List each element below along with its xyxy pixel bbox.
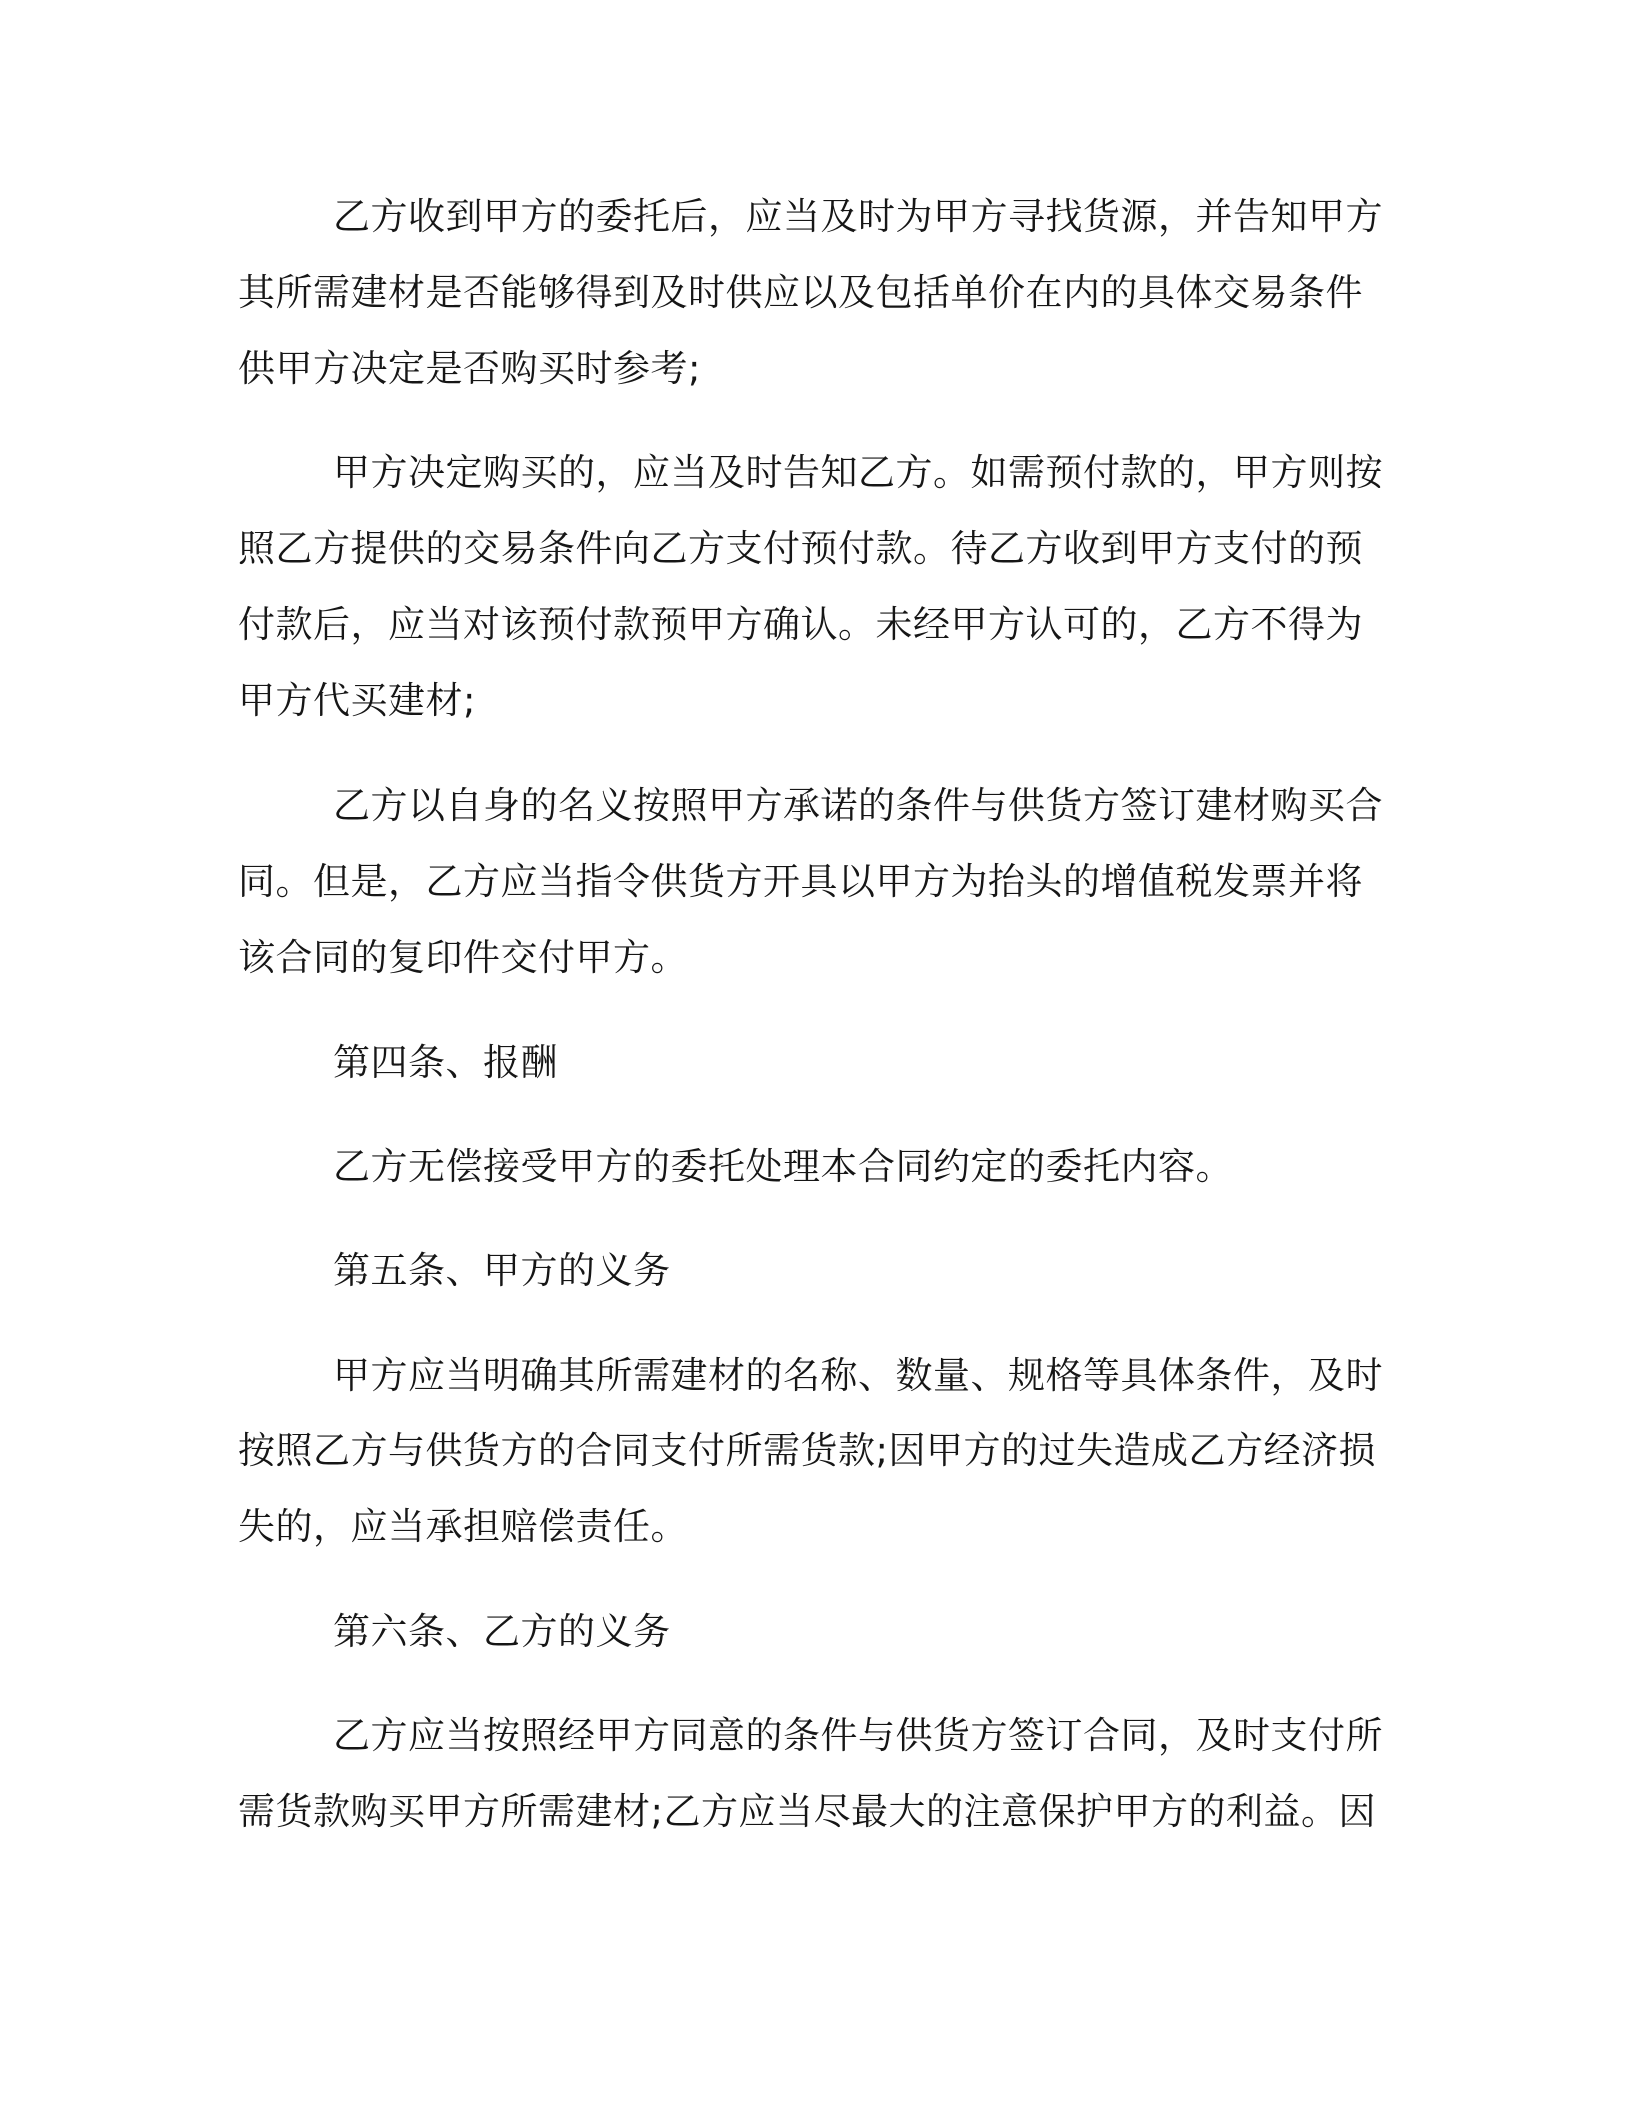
paragraph-line: 按照乙方与供货方的合同支付所需货款;因甲方的过失造成乙方经济损: [238, 1429, 1376, 1472]
paragraph-line: 甲方应当明确其所需建材的名称、数量、规格等具体条件，及时: [333, 1354, 1383, 1397]
paragraph-line: 乙方无偿接受甲方的委托处理本合同约定的委托内容。: [333, 1145, 1233, 1188]
paragraph-line: 付款后，应当对该预付款预甲方确认。未经甲方认可的，乙方不得为: [238, 603, 1363, 646]
paragraph-line: 其所需建材是否能够得到及时供应以及包括单价在内的具体交易条件: [238, 271, 1363, 314]
paragraph-line: 乙方应当按照经甲方同意的条件与供货方签订合同，及时支付所: [333, 1714, 1383, 1757]
section-heading: 第六条、乙方的义务: [333, 1610, 671, 1653]
paragraph-line: 同。但是，乙方应当指令供货方开具以甲方为抬头的增值税发票并将: [238, 860, 1363, 903]
paragraph-line: 需货款购买甲方所需建材;乙方应当尽最大的注意保护甲方的利益。因: [238, 1790, 1376, 1833]
paragraph-line: 照乙方提供的交易条件向乙方支付预付款。待乙方收到甲方支付的预: [238, 527, 1363, 570]
section-heading: 第四条、报酬: [333, 1041, 558, 1084]
paragraph-line: 该合同的复印件交付甲方。: [238, 936, 688, 979]
paragraph-line: 乙方收到甲方的委托后，应当及时为甲方寻找货源，并告知甲方: [333, 195, 1383, 238]
paragraph-line: 失的，应当承担赔偿责任。: [238, 1505, 688, 1548]
paragraph-line: 供甲方决定是否购买时参考;: [238, 347, 701, 390]
paragraph-line: 乙方以自身的名义按照甲方承诺的条件与供货方签订建材购买合: [333, 784, 1383, 827]
paragraph-line: 甲方代买建材;: [238, 679, 476, 722]
paragraph-line: 甲方决定购买的，应当及时告知乙方。如需预付款的，甲方则按: [333, 451, 1383, 494]
section-heading: 第五条、甲方的义务: [333, 1249, 671, 1292]
